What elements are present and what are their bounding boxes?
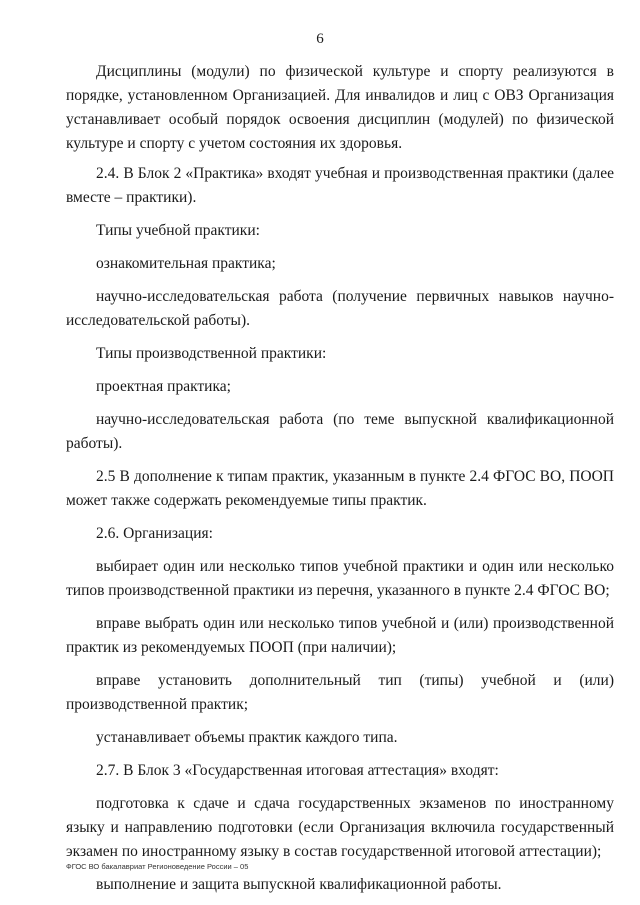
paragraph-research-work-2: научно-исследовательская работа (по теме выпускной квалификационной работы).	[66, 411, 614, 452]
paragraph-state-exams: подготовка к сдаче и сдача государственных экзаменов по иностранному языку и направлению подготовки (если Организация включила государственный экзамен по иностранному языку в состав государственной итоговой аттестации);	[66, 795, 614, 860]
paragraph-2-6: 2.6. Организация:	[96, 525, 213, 542]
paragraph-research-work-1: научно-исследовательская работа (получение первичных навыков научно-исследовательской работы).	[66, 288, 614, 329]
footer-note: ФГОС ВО бакалавриат Регионоведение России – 05	[66, 862, 249, 871]
paragraph-chooses-types: выбирает один или несколько типов учебной практики и один или несколько типов производственной практики из перечня, указанного в пункте 2.4 ФГОС ВО;	[66, 558, 614, 599]
paragraph-2-4: 2.4. В Блок 2 «Практика» входят учебная и производственная практики (далее вместе – практики).	[66, 165, 614, 206]
paragraph-may-choose: вправе выбрать один или несколько типов учебной и (или) производственной практик из рекомендуемых ПООП (при наличии);	[66, 615, 614, 656]
paragraph-2-5: 2.5 В дополнение к типам практик, указанным в пункте 2.4 ФГОС ВО, ПООП может также содержать рекомендуемые типы практик.	[66, 468, 614, 509]
paragraph-introductory-practice: ознакомительная практика;	[96, 255, 276, 272]
paragraph-educational-types-heading: Типы учебной практики:	[96, 222, 260, 239]
page-number: 6	[316, 31, 324, 47]
paragraph-2-7: 2.7. В Блок 3 «Государственная итоговая аттестация» входят:	[96, 762, 499, 779]
paragraph-sets-volumes: устанавливает объемы практик каждого типа.	[96, 729, 398, 746]
paragraph-physical-culture: Дисциплины (модули) по физической культуре и спорту реализуются в порядке, установленном Организацией. Для инвалидов и лиц с ОВЗ Организация устанавливает особый порядок освоения дисциплин (модулей) по физической культуре и спорту с учетом состояния их здоровья.	[66, 63, 614, 152]
document-body	[66, 60, 614, 897]
paragraph-production-types-heading: Типы производственной практики:	[96, 345, 327, 362]
paragraph-may-set: вправе установить дополнительный тип (типы) учебной и (или) производственной практик;	[66, 672, 614, 713]
paragraph-final-work: выполнение и защита выпускной квалификационной работы.	[96, 876, 502, 893]
paragraph-project-practice: проектная практика;	[96, 378, 231, 395]
